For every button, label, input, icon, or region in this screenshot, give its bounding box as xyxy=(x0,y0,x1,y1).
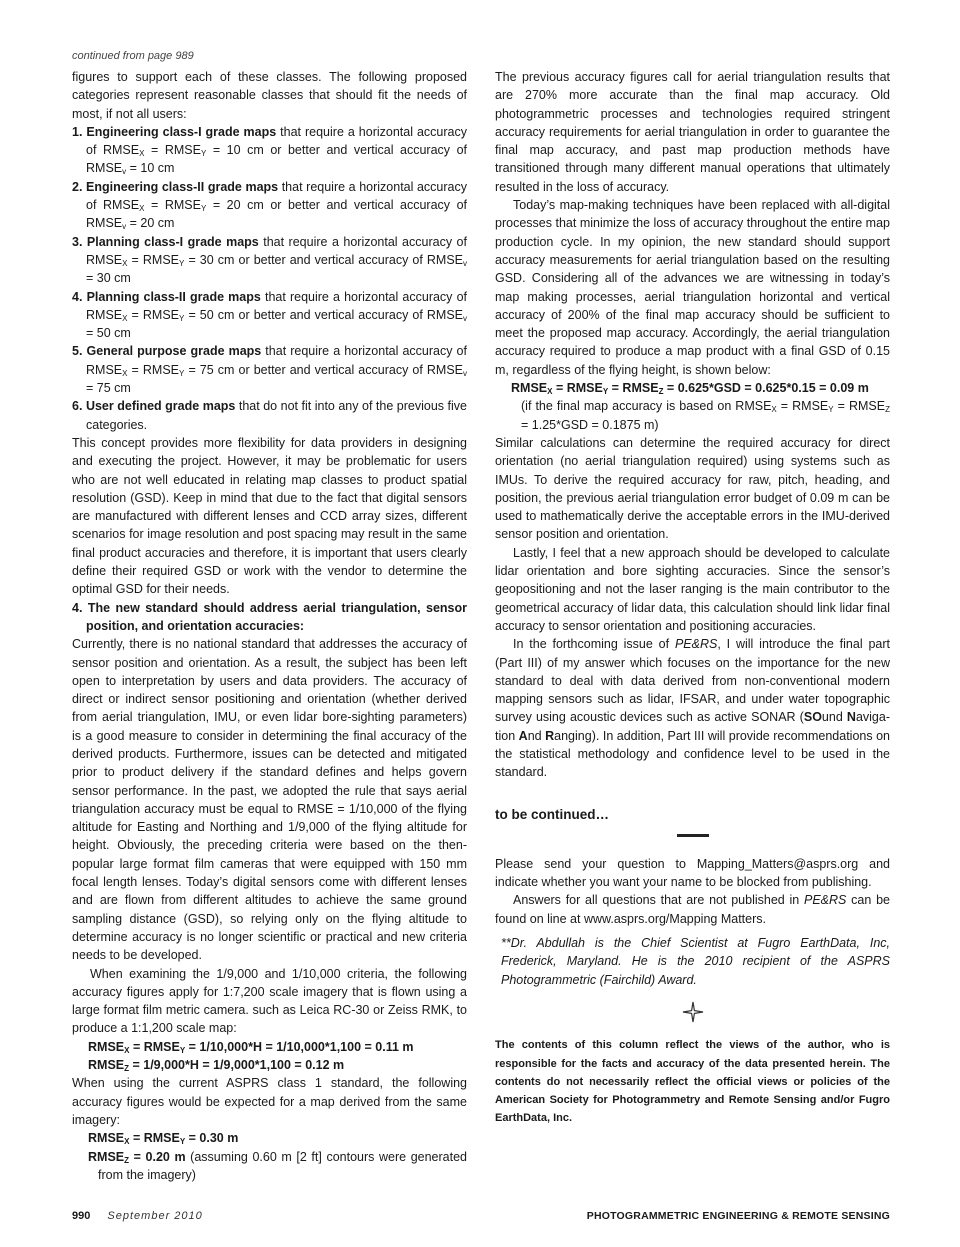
equation-rmse-z-class1: $RMSE_Z = 0.20$ m (assuming 0.60 m [2 ft] contours were generated from the imagery) xyxy=(88,1149,467,1182)
author-bio: **Dr. Abdullah is the Chief Scientist at Fugro EarthData, Inc, Frederick, Maryland. He is the 2010 recipient of the ASPRS Photogrammetric (Fairchild) Award. xyxy=(501,936,890,987)
accuracy-paragraph: The previous accuracy figures call for aerial triangulation results that are 270% more accurate than the final map accuracy. Old photogrammetric processes and technologies required stringent accuracy requirements for aerial triangulation in order to guarantee the final map accuracy, and past map production methods have transitioned through many different manual operations that ultimately resulted in the loss of accuracy. xyxy=(495,70,890,194)
left-column xyxy=(72,68,467,1184)
grade-map-item: 5. General purpose grade maps that require a horizontal accuracy of $RMSE_X$ = $RMSE_Y = 75$ cm or better and vertical accuracy of $RMSE_v = 75$ cm xyxy=(72,344,467,396)
equation-rmse-xy-film: $RMSE_X$ = $RMSE_Y = 1/10,000*H = 1/10,000*1,100 = 0.11$ m xyxy=(88,1039,414,1055)
map-making-paragraph: Today’s map-making techniques have been replaced with all-digital processes that minimize the loss of accuracy throughout the entire map production cycle. In my opinion, the new standard should support accuracy measurements for aerial triangulation based on the resulting GSD. Considering all of the advances we are witnessing in today’s map making processes, aerial triangulation horizontal and vertical accuracy of 200% of the final map accuracy should be sufficient to meet the proposed map accuracy. Accordingly, the aerial triangulation accuracy required to produce a map product with a final GSD of 0.15 m, regardless of the flying height, is shown below: xyxy=(495,198,890,377)
concept-paragraph: This concept provides more flexibility for data providers in designing and executing the project. However, it may be problematic for users who are not well educated in relating map classes to product spatial resolution (GSD). Keep in mind that due to the fact that digital sensors are manufactured with different lenses and CCD array sizes, different scenarios for image resolution and post spacing may result in the same final product accuracies and therefore, it is important that users clearly define their required GSD or work with the vendor to determine the optimal GSD for their needs. xyxy=(72,435,467,597)
separator-dash xyxy=(677,834,709,837)
section-heading-4: 4. The new standard should address aerial triangulation, sensor position, and orientation accuracies: xyxy=(72,600,467,633)
issue-date: September 2010 xyxy=(107,1210,203,1222)
page-number: 990 xyxy=(72,1210,91,1222)
footer-journal-title: PHOTOGRAMMETRIC ENGINEERING & REMOTE SENSING xyxy=(586,1210,890,1222)
footer-left xyxy=(72,1210,203,1222)
forthcoming-paragraph: In the forthcoming issue of PE&RS, I will introduce the final part (Part III) of my answer which focuses on the importance for the new standard to deal with data derived from non-conventional modern mapping sensors such as lidar, IFSAR, and under water topographic survey using acoustic devices such as active SONAR (SOund Naviga-tion And Ranging). In addition, Part III will provide recommendations on the statistical methodology and confidence level to be used in the standard. xyxy=(495,637,890,780)
currently-paragraph: Currently, there is no national standard that addresses the accuracy of sensor position and orientation. As a result, the subject has been left open to interpretation by users and data providers. The accuracy of direct or indirect sensor positioning and orientation (whether derived from aerial triangulation, IMU, or even lidar bore-sighting parameters) is a good measure to consider in determining the final accuracy of the derived products. Furthermore, issues can be detected and mitigated prior to product delivery if the standard defines and helps govern sensor performance. In the past, we adopted the rule that says aerial triangulation accuracy must be equal to RMSE = 1/10,000 of the flying altitude for Easting and Northing and 1/9,000 of the flying altitude for height. Obviously, the preceding criteria were based on the then-popular large format film cameras that were equipped with 150 mm focal length lenses. Today’s digital sensors come with different lenses and are flown from different altitudes to achieve the same ground sampling distance (GSD), so relying only on the flying altitude to determine accuracy is no longer scientific or practical and new criteria needs to be developed. xyxy=(72,637,467,963)
continued-note: continued from page 989 xyxy=(72,50,194,62)
star-ornament-icon xyxy=(495,1001,890,1026)
examining-paragraph: When examining the 1/9,000 and 1/10,000 criteria, the following accuracy figures apply for 1:7,200 scale imagery that is flown using a large format film metric camera. such as Leica RC-30 or Zeiss RMK, to produce a 1:1,200 scale map: xyxy=(72,966,467,1036)
direct-orientation-paragraph: Similar calculations can determine the required accuracy for direct orientation (no aerial triangulation required) using systems such as IMUs. To derive the required accuracy for raw, pitch, heading, and position, the previous aerial triangulation error budget of 0.09 m can be used to mathematically derive the acceptable errors in the IMU-derived sensor position and orientation. xyxy=(495,435,890,542)
current-standard-paragraph: When using the current ASPRS class 1 standard, the following accuracy figures would be expected for a map derived from the same imagery: xyxy=(72,1076,467,1127)
equation-note: (if the final map accuracy is based on $RMSE_X$ = $RMSE_Y$ = $RMSE_Z = 1.25*GSD = 0.1875$ m) xyxy=(521,399,890,432)
intro-paragraph: figures to support each of these classes. The following proposed categories represent reasonable classes that should fit the needs of most, if not all users: xyxy=(72,70,467,121)
to-be-continued: to be continued… xyxy=(495,806,609,822)
send-question-paragraph: Please send your question to Mapping_Matters@asprs.org and indicate whether you want your name to be blocked from publishing. xyxy=(495,856,890,890)
grade-map-list xyxy=(72,123,467,434)
equation-rmse-z-film: $RMSE_Z = 1/9,000*H = 1/9,000*1,100 = 0.12$ m xyxy=(88,1058,345,1074)
grade-map-item: 1. Engineering class-I grade maps that require a horizontal accuracy of $RMSE_X$ = $RMSE_Y = 10$ cm or better and vertical accuracy of $RMSE_v = 10$ cm xyxy=(72,124,467,177)
equation-rmse-gsd: $RMSE_X$ = $RMSE_Y$ = $RMSE_Z = 0.625*GSD = 0.625*0.15 = 0.09$ m xyxy=(511,381,869,397)
grade-map-item: 6. User defined grade maps that do not fit into any of the previous five categories. xyxy=(72,399,467,432)
journal-name: PE&RS xyxy=(674,637,718,652)
right-column xyxy=(495,68,890,1128)
grade-map-item: 3. Planning class-I grade maps that require a horizontal accuracy of $RMSE_X$ = $RMSE_Y = 30$ cm or better and vertical accuracy of $RMSE_v = 30$ cm xyxy=(72,234,467,286)
grade-map-item: 2. Engineering class-II grade maps that require a horizontal accuracy of $RMSE_X$ = $RMSE_Y = 20$ cm or better and vertical accuracy of $RMSE_v = 20$ cm xyxy=(72,179,468,232)
answers-paragraph: Answers for all questions that are not published in PE&RS can be found on line at www.asprs.org/Mapping Matters. xyxy=(495,893,890,926)
lidar-paragraph: Lastly, I feel that a new approach should be developed to calculate lidar orientation and bore sighting accuracies. Since the sensor’s geopositioning and not the laser ranging is the main contributor to the geometrical accuracy of lidar data, this calculation should link lidar final accuracy to sensor orientation and positioning accuracies. xyxy=(495,545,890,633)
grade-map-item: 4. Planning class-II grade maps that require a horizontal accuracy of $RMSE_X$ = $RMSE_Y = 50$ cm or better and vertical accuracy of $RMSE_v = 50$ cm xyxy=(72,289,467,341)
equation-rmse-xy-class1: $RMSE_X$ = $RMSE_Y = 0.30$ m xyxy=(88,1131,239,1147)
disclaimer: The contents of this column reflect the views of the author, who is responsible for the facts and accuracy of the data presented herein. The contents do not necessarily reflect the official views or policies of the American Society for Photogrammetry and Remote Sensing and/or Fugro EarthData, Inc. xyxy=(495,1039,890,1125)
